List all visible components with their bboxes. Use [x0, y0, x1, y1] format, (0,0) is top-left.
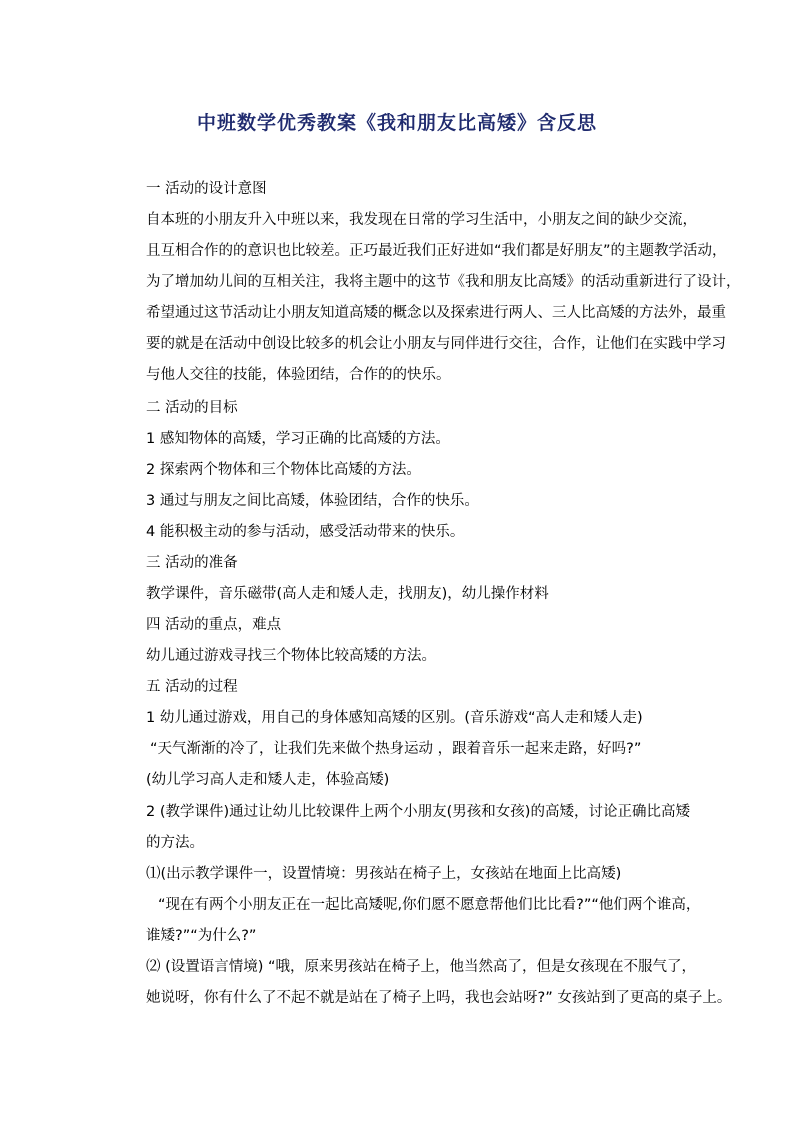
paragraph-line: 与他人交往的技能，体验团结，合作的的快乐。	[146, 367, 451, 383]
goal-item: 1 感知物体的高矮，学习正确的比高矮的方法。	[146, 431, 450, 447]
paragraph-line: 要的就是在活动中创设比较多的机会让小朋友与同伴进行交往，合作，让他们在实践中学习	[146, 336, 726, 352]
section-heading-2: 二 活动的目标	[146, 400, 238, 416]
goal-item: 2 探索两个物体和三个物体比高矮的方法。	[146, 462, 421, 478]
process-substep: ⑵ (设置语言情境) “哦，原来男孩站在椅子上，他当然高了，但是女孩现在不服气了，	[146, 959, 697, 975]
process-quote-cont: 谁矮?”“为什么?”	[146, 928, 257, 944]
section-heading-5: 五 活动的过程	[146, 679, 238, 695]
section-heading-4: 四 活动的重点，难点	[146, 617, 282, 633]
process-substep-cont: 她说呀，你有什么了不起不就是站在了椅子上吗，我也会站呀?” 女孩站到了更高的桌子上。	[146, 990, 732, 1006]
paragraph-line: 自本班的小朋友升入中班以来，我发现在日常的学习生活中，小朋友之间的缺少交流，	[146, 212, 697, 228]
goal-item: 4 能积极主动的参与活动，感受活动带来的快乐。	[146, 524, 465, 540]
document-title: 中班数学优秀教案《我和朋友比高矮》含反思	[196, 112, 597, 134]
preparation-text: 教学课件，音乐磁带(高人走和矮人走，找朋友)，幼儿操作材料	[146, 586, 549, 602]
paragraph-line: 且互相合作的的意识也比较差。正巧最近我们正好进如“我们都是好朋友”的主题教学活动，	[146, 243, 727, 259]
paragraph-line: 希望通过这节活动让小朋友知道高矮的概念以及探索进行两人、三人比高矮的方法外，最重	[146, 305, 726, 321]
process-quote: “天气渐渐的冷了，让我们先来做个热身运动 ，跟着音乐一起来走路，好吗?”	[150, 741, 642, 757]
section-heading-1: 一 活动的设计意图	[146, 181, 267, 197]
goal-item: 3 通过与朋友之间比高矮，体验团结，合作的快乐。	[146, 493, 479, 509]
process-step: 2 (教学课件)通过让幼儿比较课件上两个小朋友(男孩和女孩)的高矮，讨论正确比高矮	[146, 804, 690, 820]
process-note: (幼儿学习高人走和矮人走，体验高矮)	[146, 772, 390, 788]
focus-text: 幼儿通过游戏寻找三个物体比较高矮的方法。	[146, 648, 436, 664]
paragraph-line: 为了增加幼儿间的互相关注，我将主题中的这节《我和朋友比高矮》的活动重新进行了设计，	[146, 274, 741, 290]
section-heading-3: 三 活动的准备	[146, 555, 238, 571]
process-step-cont: 的方法。	[146, 835, 204, 851]
process-substep: ⑴(出示教学课件一，设置情境：男孩站在椅子上，女孩站在地面上比高矮)	[146, 866, 622, 882]
process-quote: “现在有两个小朋友正在一起比高矮呢,你们愿不愿意帮他们比比看?”“他们两个谁高，	[158, 897, 701, 913]
process-step: 1 幼儿通过游戏，用自己的身体感知高矮的区别。(音乐游戏“高人走和矮人走)	[146, 710, 643, 726]
